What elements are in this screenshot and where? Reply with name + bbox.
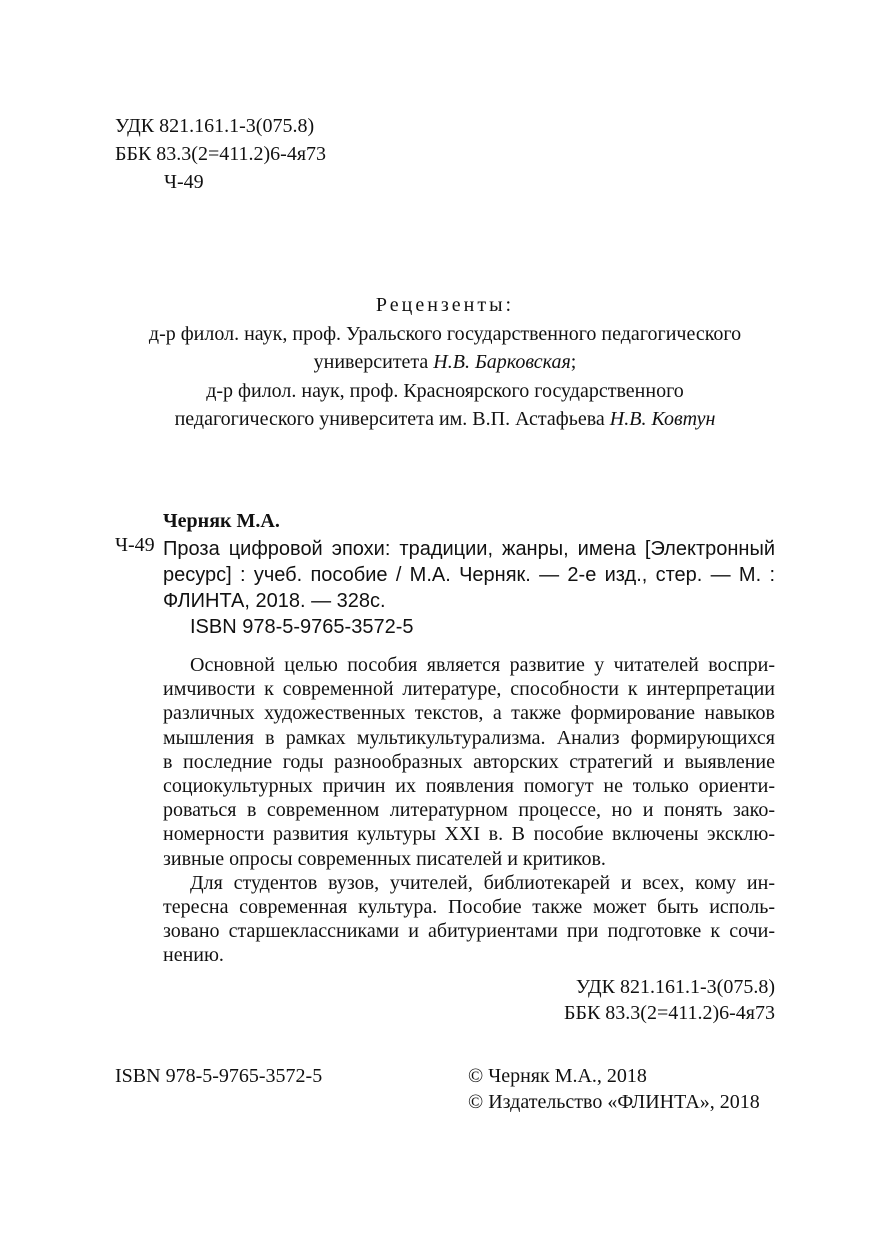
udk-code-top: УДК 821.161.1-3(075.8) <box>115 115 315 137</box>
abstract-line: номерности развития культуры XXI в. В пособие включены эксклю- <box>163 823 775 846</box>
author-mark-top: Ч-49 <box>164 171 204 193</box>
abstract-line: зовано старшеклассниками и абитуриентами при подготовке к сочи- <box>163 920 775 943</box>
abstract-line: социокультурных причин их появления помогут не только ориенти- <box>163 775 775 798</box>
abstract-line: Для студентов вузов, учителей, библиотекарей и всех, кому ин- <box>190 871 775 894</box>
reviewers-heading: Рецензенты: <box>375 294 515 316</box>
biblio-line: ФЛИНТА, 2018. — 328с. <box>163 590 386 612</box>
abstract <box>163 653 775 968</box>
record-author-mark: Ч-49 <box>115 534 155 556</box>
reviewers-block <box>100 291 790 434</box>
abstract-line: мышления в рамках мультикультурализма. Анализ формирующихся <box>163 726 775 749</box>
record-author: Черняк М.А. <box>163 510 280 532</box>
reviewer-name-1: Н.В. Барковская <box>433 351 571 373</box>
abstract-line: роваться в современном литературном процессе, но и понять зако- <box>163 799 775 822</box>
reviewer-line-1: д-р филол. наук, проф. Уральского государственного педагогического <box>148 322 742 345</box>
abstract-line: Основной целью пособия является развитие у читателей воспри- <box>190 654 775 676</box>
record-isbn: ISBN 978-5-9765-3572-5 <box>190 616 414 638</box>
footer-isbn: ISBN 978-5-9765-3572-5 <box>115 1065 323 1087</box>
reviewer-line-4: педагогического университета им. В.П. Астафьева Н.В. Ковтун <box>174 408 716 430</box>
abstract-line: различных художественных текстов, а также формирование навыков <box>163 702 775 725</box>
abstract-line: зивные опросы современных писателей и критиков. <box>163 847 606 870</box>
reviewer-name-2: Н.В. Ковтун <box>609 408 716 430</box>
abstract-line: имчивости к современной литературе, способности к интерпретации <box>163 678 775 701</box>
abstract-line: тересна современная культура. Пособие также может быть исполь- <box>163 896 775 919</box>
biblio-line: ресурс] : учеб. пособие / М.А. Черняк. — 2-е изд., стер. — М. : <box>163 564 775 586</box>
copyright-author: © Черняк М.А., 2018 <box>468 1065 647 1087</box>
biblio-line: Проза цифровой эпохи: традиции, жанры, имена [Электронный <box>163 538 775 560</box>
udk-code-bottom: УДК 821.161.1-3(075.8) <box>575 976 775 998</box>
reviewer-line-3: д-р филол. наук, проф. Красноярского государственного <box>206 379 684 402</box>
bbk-code-top: ББК 83.3(2=411.2)6-4я73 <box>115 143 327 165</box>
copyright-publisher: © Издательство «ФЛИНТА», 2018 <box>468 1091 760 1113</box>
abstract-line: в последние годы разнообразных авторских стратегий и выявление <box>163 750 775 773</box>
abstract-line: нению. <box>163 944 224 967</box>
bbk-code-bottom: ББК 83.3(2=411.2)6-4я73 <box>563 1002 775 1024</box>
reviewer-line-2: университета Н.В. Барковская; <box>313 351 577 373</box>
bibliographic-description <box>163 536 775 614</box>
